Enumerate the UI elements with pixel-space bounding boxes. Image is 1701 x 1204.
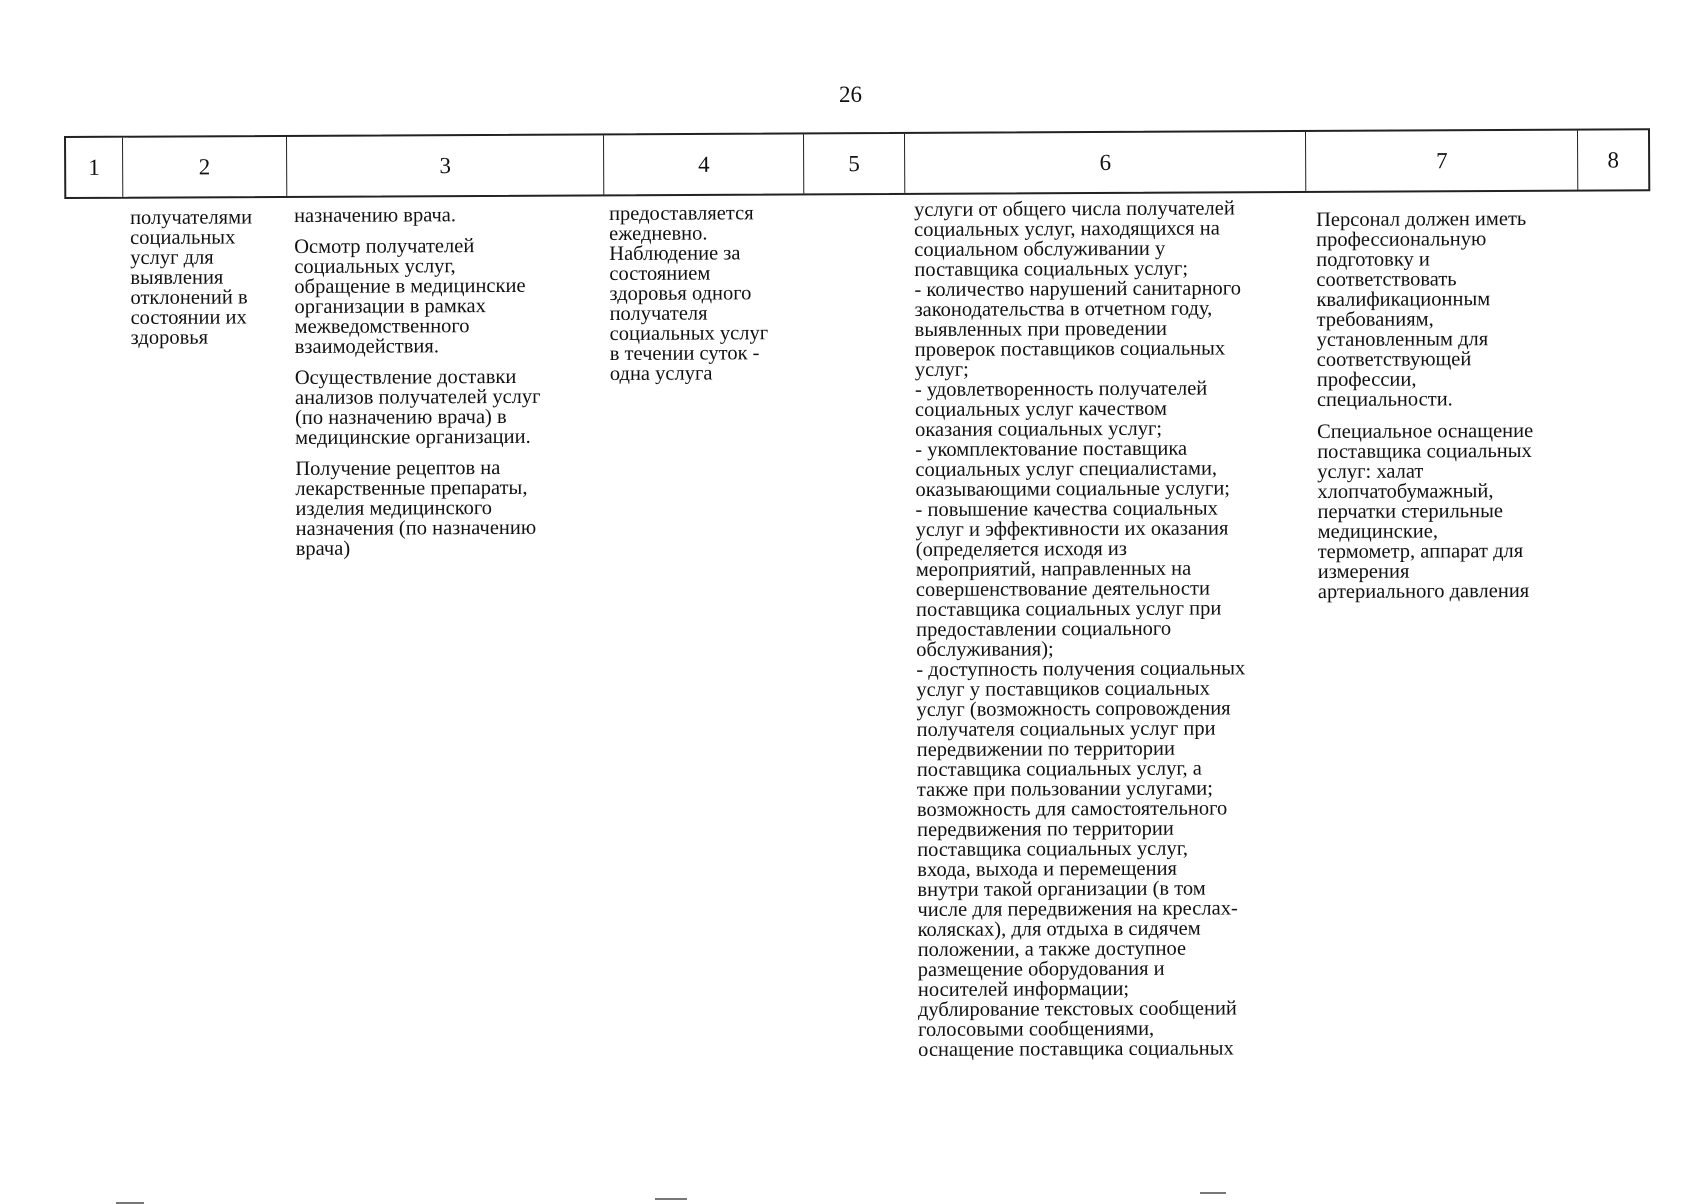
text-line: законодательства в отчетном году, xyxy=(914,297,1213,321)
column-3-text xyxy=(294,205,596,570)
text-line: отклонений в xyxy=(130,286,248,309)
text-line: оказания социальных услуг; xyxy=(915,417,1163,441)
text-line: услуг (возможность сопровождения xyxy=(916,697,1231,721)
text-line: носителей информации; xyxy=(917,977,1130,1001)
paragraph xyxy=(1317,421,1608,602)
text-line: обращение в медицинские xyxy=(294,274,526,298)
text-line: профессиональную xyxy=(1316,228,1487,251)
text-line: - повышение качества социальных xyxy=(915,497,1218,521)
text-line: передвижения по территории xyxy=(917,817,1174,841)
text-line: получателями xyxy=(129,206,253,229)
paragraph xyxy=(294,236,595,357)
text-line: возможность для самостоятельного xyxy=(916,797,1228,821)
text-line: Осмотр получателей xyxy=(294,235,475,258)
text-line: (определяется исходя из xyxy=(915,537,1128,561)
text-line: в течении суток - xyxy=(609,342,760,365)
text-line: социальных услуг специалистами, xyxy=(915,457,1218,481)
text-line: обслуживания); xyxy=(916,638,1054,661)
column-6-text xyxy=(914,198,1318,1060)
text-line: квалификационным xyxy=(1316,288,1491,311)
text-line: межведомственного xyxy=(294,315,470,338)
text-line: требованиям, xyxy=(1316,308,1434,331)
header-cell-1: 1 xyxy=(66,138,123,197)
header-cell-6: 6 xyxy=(905,132,1307,193)
text-line: социальных услуг, находящихся на xyxy=(914,217,1220,241)
text-line: социальных xyxy=(130,226,236,249)
text-line: поставщика социальных услуг, xyxy=(917,837,1188,861)
paragraph xyxy=(1316,209,1607,410)
text-line: выявленных при проведении xyxy=(914,317,1168,341)
text-line: внутри такой организации (в том xyxy=(917,877,1206,901)
text-line: голосовыми сообщениями, xyxy=(918,1017,1155,1041)
text-line: социальном обслуживании у xyxy=(914,237,1166,261)
text-line: термометр, аппарат для xyxy=(1317,539,1524,563)
text-line: поставщика социальных xyxy=(1317,439,1532,463)
text-line: - количество нарушений санитарного xyxy=(914,277,1241,301)
text-line: оснащение поставщика социальных xyxy=(918,1037,1234,1061)
paragraph xyxy=(294,205,594,226)
text-line: поставщика социальных услуг при xyxy=(915,597,1222,621)
header-cell-3: 3 xyxy=(287,135,605,196)
text-line: предоставлении социального xyxy=(916,617,1172,641)
table-header-row xyxy=(64,128,1650,199)
text-line: подготовку и xyxy=(1316,248,1430,271)
text-line: изделия медицинского xyxy=(295,497,493,520)
page-number: 26 xyxy=(839,82,862,107)
text-line: мероприятий, направленных на xyxy=(915,557,1192,581)
header-cell-7: 7 xyxy=(1306,131,1578,191)
text-line: назначения (по назначению xyxy=(295,516,537,540)
text-line: колясках), для отдыха в сидячем xyxy=(917,917,1201,941)
text-line: получателя xyxy=(609,302,708,325)
text-line: хлопчатобумажный, xyxy=(1317,480,1494,503)
text-line: передвижении по территории xyxy=(916,737,1176,761)
text-line: измерения xyxy=(1317,560,1410,583)
text-line: специальности. xyxy=(1316,388,1453,411)
text-line: поставщика социальных услуг; xyxy=(914,257,1189,281)
text-line: здоровья одного xyxy=(609,282,752,305)
text-line: здоровья xyxy=(130,326,209,349)
text-line: совершенствование деятельности xyxy=(915,577,1210,601)
column-2-text xyxy=(130,207,281,348)
text-line: Специальное оснащение xyxy=(1317,419,1534,443)
text-line: поставщика социальных услуг, а xyxy=(916,757,1202,781)
text-line: назначению врача. xyxy=(293,204,457,227)
text-line: числе для передвижения на креслах- xyxy=(917,897,1238,921)
text-line: перчатки стерильные xyxy=(1317,500,1504,523)
text-line: услуг у поставщиков социальных xyxy=(916,677,1210,701)
text-line: размещение оборудования и xyxy=(917,957,1165,981)
text-line: лекарственные препараты, xyxy=(295,476,528,500)
text-line: услуг: халат xyxy=(1317,460,1424,483)
text-line: получателя социальных услуг при xyxy=(916,717,1216,741)
text-line: - удовлетворенность получателей xyxy=(914,377,1208,401)
text-line: положении, а также доступное xyxy=(917,937,1187,961)
text-line: анализов получателей услуг xyxy=(294,385,541,409)
text-line: предоставляется xyxy=(608,202,754,225)
text-line: также при пользовании услугами; xyxy=(916,777,1213,801)
scan-artifact xyxy=(1200,1192,1226,1194)
text-line: - доступность получения социальных xyxy=(916,657,1246,681)
text-line: состоянием xyxy=(609,262,711,285)
text-line: услуги от общего числа получателей xyxy=(913,197,1235,221)
text-line: артериального давления xyxy=(1317,579,1530,603)
text-line: соответствующей xyxy=(1316,348,1472,371)
column-7-text xyxy=(1316,209,1608,613)
text-line: оказывающими социальные услуги; xyxy=(915,477,1231,501)
text-line: социальных услуг, xyxy=(294,255,456,278)
text-line: медицинские организации. xyxy=(295,425,531,449)
header-cell-4: 4 xyxy=(604,134,804,194)
column-4-text xyxy=(609,203,805,384)
text-line: врача) xyxy=(295,537,351,560)
text-line: одна услуга xyxy=(609,362,713,385)
text-line: профессии, xyxy=(1316,368,1417,391)
paragraph xyxy=(295,367,595,448)
text-line: медицинские, xyxy=(1317,520,1439,543)
text-line: Персонал должен иметь xyxy=(1315,207,1527,231)
text-line: взаимодействия. xyxy=(294,335,439,358)
paragraph xyxy=(295,458,595,559)
text-line: проверок поставщиков социальных xyxy=(914,337,1226,361)
text-line: организации в рамках xyxy=(294,295,486,318)
text-line: выявления xyxy=(130,266,224,289)
text-line: установленным для xyxy=(1316,328,1489,351)
text-line: состоянии их xyxy=(130,306,247,329)
text-line: - укомплектование поставщика xyxy=(915,437,1188,461)
text-line: услуг; xyxy=(914,358,969,381)
header-cell-5: 5 xyxy=(804,134,905,193)
text-line: ежедневно. xyxy=(609,222,708,245)
text-line: социальных услуг xyxy=(609,322,769,345)
text-line: Осуществление доставки xyxy=(294,365,517,389)
text-line: Наблюдение за xyxy=(609,242,741,265)
header-cell-2: 2 xyxy=(123,137,287,197)
text-line: услуг для xyxy=(130,246,214,269)
text-line: соответствовать xyxy=(1316,268,1457,291)
header-cell-8: 8 xyxy=(1607,146,1619,172)
text-line: социальных услуг качеством xyxy=(914,397,1167,421)
text-line: услуг и эффективности их оказания xyxy=(915,517,1229,541)
text-line: дублирование текстовых сообщений xyxy=(917,997,1237,1021)
text-line: Получение рецептов на xyxy=(295,456,501,480)
text-line: входа, выхода и перемещения xyxy=(917,857,1177,881)
text-line: (по назначению врача) в xyxy=(294,405,507,429)
